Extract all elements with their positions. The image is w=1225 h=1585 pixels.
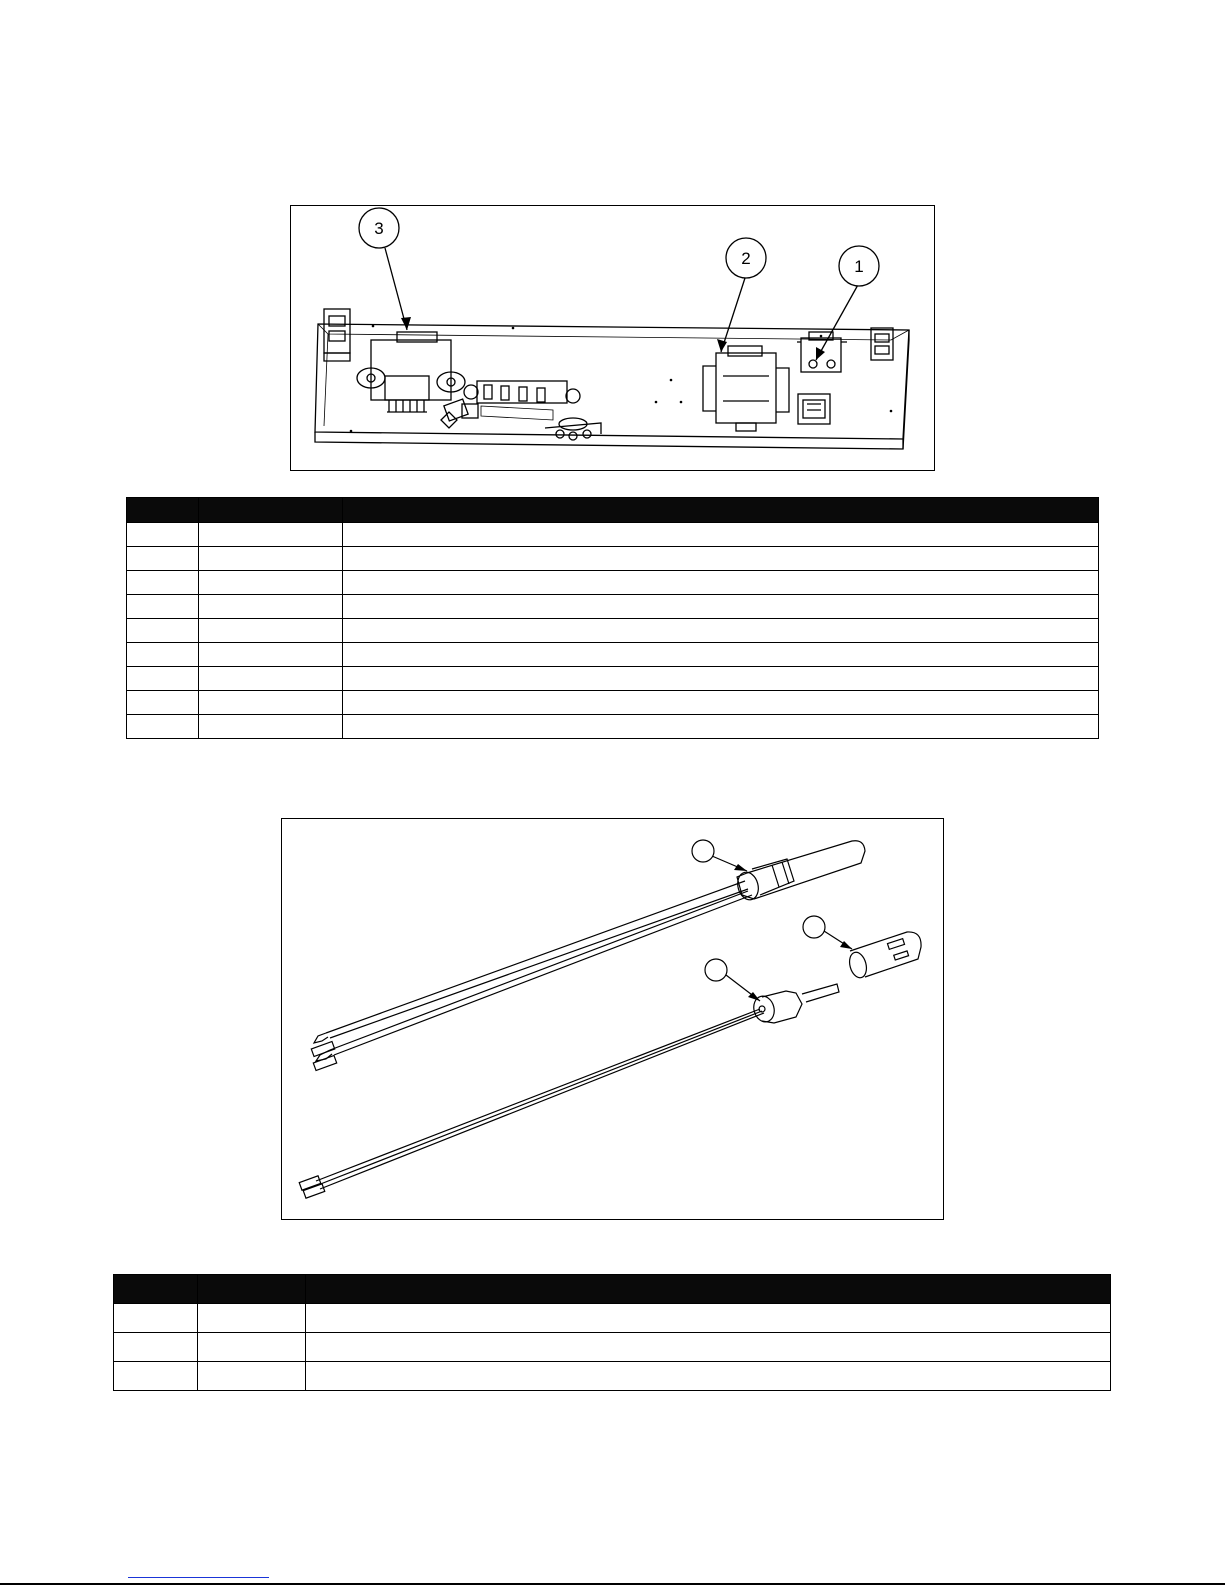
table-cell <box>114 1362 198 1391</box>
table-header <box>114 1275 1111 1304</box>
table-cell <box>199 691 343 715</box>
table-cell <box>198 1304 306 1333</box>
table-cell <box>306 1362 1111 1391</box>
parts-table-2 <box>113 1274 1111 1391</box>
table-cell <box>343 547 1099 571</box>
table-cell <box>127 667 199 691</box>
callout-3 <box>359 208 399 248</box>
callout-2 <box>726 238 766 278</box>
column-header <box>343 498 1099 523</box>
table-cell <box>199 571 343 595</box>
callout-label: 2 <box>741 249 751 268</box>
table-row <box>127 691 1099 715</box>
table-cell <box>198 1362 306 1391</box>
table-cell <box>198 1333 306 1362</box>
table-cell <box>114 1333 198 1362</box>
table-cell <box>199 643 343 667</box>
callout-upper-probe <box>692 840 714 862</box>
table-row <box>114 1333 1111 1362</box>
table-cell <box>199 619 343 643</box>
probe-assembly-figure <box>281 818 944 1220</box>
table-row <box>114 1362 1111 1391</box>
table-cell <box>127 619 199 643</box>
table-cell <box>199 595 343 619</box>
table-cell <box>343 523 1099 547</box>
table-row <box>127 715 1099 739</box>
table-cell <box>343 595 1099 619</box>
callout-lower-probe <box>705 959 727 981</box>
control-panel-figure <box>290 205 935 471</box>
column-header <box>306 1275 1111 1304</box>
table-cell <box>127 523 199 547</box>
table-row <box>127 643 1099 667</box>
column-header <box>114 1275 198 1304</box>
table-cell <box>199 667 343 691</box>
table-row <box>127 667 1099 691</box>
table-row <box>127 523 1099 547</box>
column-header <box>127 498 199 523</box>
parts-table-1 <box>126 497 1099 739</box>
probe-assembly-drawing <box>282 819 943 1219</box>
callout-label: 1 <box>854 257 864 276</box>
table-cell <box>127 643 199 667</box>
callout-sleeve <box>803 916 825 938</box>
table-cell <box>199 523 343 547</box>
table-cell <box>127 595 199 619</box>
table-cell <box>343 619 1099 643</box>
table-cell <box>343 715 1099 739</box>
table-cell <box>343 643 1099 667</box>
table-cell <box>343 571 1099 595</box>
column-header <box>199 498 343 523</box>
table-cell <box>127 715 199 739</box>
table-cell <box>306 1304 1111 1333</box>
table-row <box>127 595 1099 619</box>
table-cell <box>343 667 1099 691</box>
table-row <box>127 547 1099 571</box>
table-cell <box>199 715 343 739</box>
table-cell <box>114 1304 198 1333</box>
table-cell <box>199 547 343 571</box>
column-header <box>198 1275 306 1304</box>
table-cell <box>343 691 1099 715</box>
table-row <box>114 1304 1111 1333</box>
footer-link[interactable] <box>128 1577 269 1578</box>
table-cell <box>306 1333 1111 1362</box>
table-cell <box>127 547 199 571</box>
table-cell <box>127 571 199 595</box>
callout-1 <box>839 246 879 286</box>
callout-label: 3 <box>374 219 384 238</box>
table-row <box>127 571 1099 595</box>
table-cell <box>127 691 199 715</box>
table-header <box>127 498 1099 523</box>
table-row <box>127 619 1099 643</box>
control-panel-drawing <box>291 206 934 470</box>
